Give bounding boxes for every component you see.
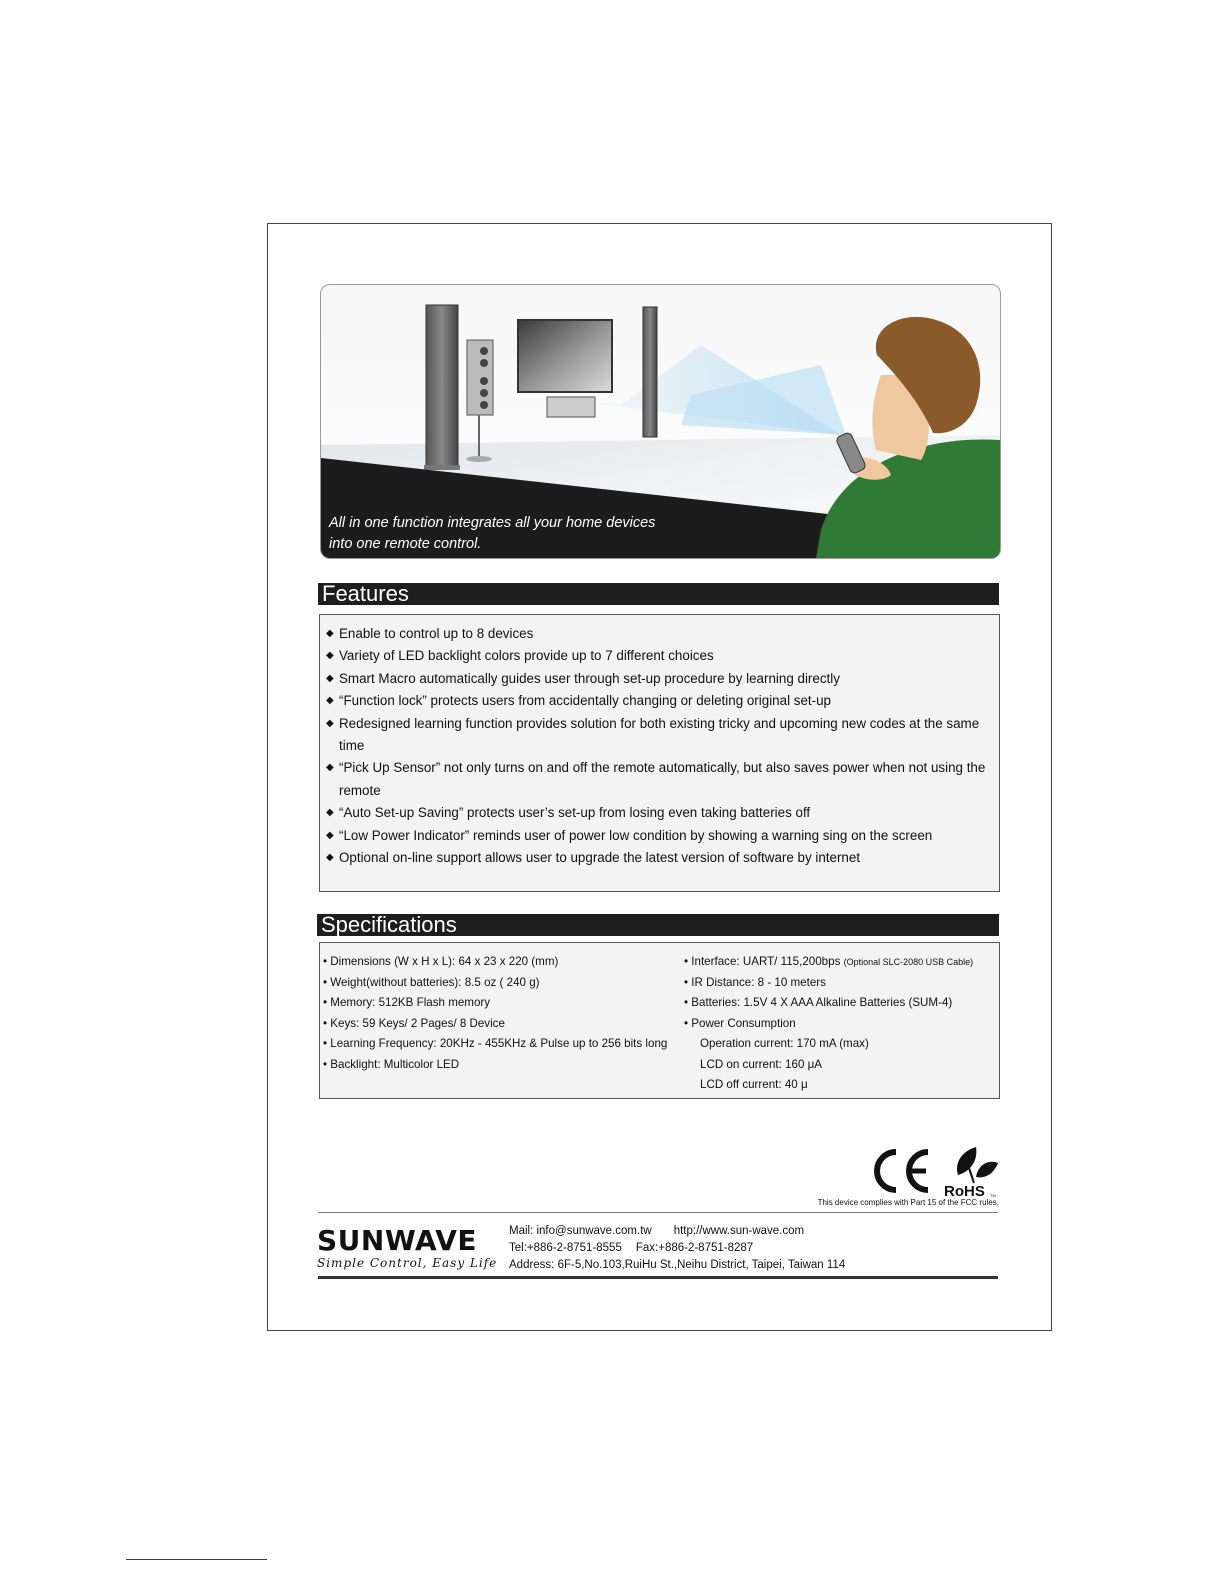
hero-illustration	[320, 284, 1001, 559]
spec-power-item: Operation current: 170 mA (max)	[700, 1037, 869, 1050]
tower-speaker-left	[426, 305, 458, 467]
spec-item: • Power Consumption	[684, 1016, 796, 1030]
center-speaker	[467, 340, 493, 415]
specifications-box	[319, 942, 1000, 1099]
footer-divider-bottom	[318, 1276, 998, 1279]
spec-interface-note: (Optional SLC-2080 USB Cable)	[843, 957, 974, 967]
features-box	[319, 614, 1000, 892]
rohs-text: RoHS	[944, 1183, 985, 1199]
spec-item: • Memory: 512KB Flash memory	[323, 996, 491, 1009]
diamond-bullet-icon: ◆	[326, 672, 334, 684]
tv-screen	[518, 320, 612, 392]
ce-mark-icon	[877, 1152, 928, 1190]
feature-item: ◆ Redesigned learning function provides solution for both existing tricky and upcoming new codes at the same time	[325, 713, 990, 758]
spec-item: • Backlight: Multicolor LED	[323, 1057, 460, 1071]
fcc-note: This device complies with Part 15 of the FCC rules.	[817, 1198, 999, 1207]
feature-item: ◆ “Pick Up Sensor” not only turns on and off the remote automatically, but also saves power when not using the remote	[325, 757, 990, 802]
hero-caption-line1: All in one function integrates all your home devices	[329, 515, 656, 531]
contact-mail[interactable]: Mail: info@sunwave.com.tw	[509, 1225, 652, 1237]
feature-item: ◆ Optional on-line support allows user to upgrade the latest version of software by internet	[325, 847, 990, 869]
contact-address: Address: 6F-5,No.103,RuiHu St.,Neihu District, Taipei, Taiwan 114	[509, 1259, 846, 1271]
diamond-bullet-icon: ◆	[326, 650, 334, 662]
specs-right-column	[684, 952, 973, 1096]
feature-item: ◆ “Function lock” protects users from accidentally changing or deleting original set-up	[325, 690, 990, 712]
feature-item: ◆ Variety of LED backlight colors provide up to 7 different choices	[325, 645, 990, 667]
specifications-title: Specifications	[321, 912, 457, 937]
hero-caption	[329, 513, 689, 555]
feature-item: ◆ Smart Macro automatically guides user through set-up procedure by learning directly	[325, 668, 990, 690]
spec-power-item: LCD on current: 160 μA	[700, 1057, 823, 1071]
feature-item: ◆ “Auto Set-up Saving” protects user’s set-up from losing even taking batteries off	[325, 802, 990, 824]
diamond-bullet-icon: ◆	[326, 695, 334, 707]
diamond-bullet-icon: ◆	[326, 807, 334, 819]
diamond-bullet-icon: ◆	[326, 762, 334, 774]
rohs-tm: TM	[990, 1193, 996, 1198]
contact-web[interactable]: http://www.sun-wave.com	[673, 1225, 805, 1237]
spec-power-item: LCD off current: 40 μ	[700, 1078, 808, 1091]
spec-item: • Batteries: 1.5V 4 X AAA Alkaline Batteries (SUM-4)	[684, 996, 953, 1009]
contact-fax: Fax:+886-2-8751-8287	[635, 1242, 754, 1254]
features-header	[318, 583, 999, 605]
sunwave-logo	[317, 1226, 497, 1270]
features-title: Features	[322, 581, 409, 606]
brand-tagline: Simple Control, Easy Life	[317, 1256, 498, 1270]
spec-item: • Learning Frequency: 20KHz - 455KHz & Pulse up to 256 bits long	[323, 1037, 668, 1050]
specifications-header	[317, 914, 999, 936]
features-list	[325, 623, 990, 869]
rohs-leaf-icon	[957, 1147, 998, 1183]
spec-interface: • Interface: UART/ 115,200bps (Optional SLC-2080 USB Cable)	[684, 955, 974, 968]
feature-item: ◆ “Low Power Indicator” reminds user of power low condition by showing a warning sing on the screen	[325, 825, 990, 847]
page-link-underline[interactable]	[126, 1559, 267, 1560]
spec-item: • Dimensions (W x H x L): 64 x 23 x 220 (mm)	[323, 955, 559, 968]
tower-speaker-right	[643, 307, 657, 437]
diamond-bullet-icon: ◆	[326, 717, 334, 729]
contact-block	[509, 1223, 845, 1274]
certification-logos	[866, 1143, 1000, 1199]
diamond-bullet-icon: ◆	[326, 852, 334, 864]
specs-left-column	[323, 952, 667, 1075]
spec-item: • IR Distance: 8 - 10 meters	[684, 975, 826, 989]
diamond-bullet-icon: ◆	[326, 628, 334, 639]
brand-name: SUNWAVE	[317, 1224, 478, 1257]
av-receiver	[547, 397, 595, 417]
feature-item: ◆ Enable to control up to 8 devices	[325, 623, 990, 645]
spec-item: • Weight(without batteries): 8.5 oz ( 240 g)	[323, 975, 540, 989]
contact-tel: Tel:+886-2-8751-8555	[509, 1242, 622, 1254]
hero-caption-line2: into one remote control.	[329, 536, 482, 552]
spec-item: • Keys: 59 Keys/ 2 Pages/ 8 Device	[323, 1016, 505, 1030]
diamond-bullet-icon: ◆	[326, 829, 334, 841]
footer-divider-top	[318, 1212, 998, 1213]
